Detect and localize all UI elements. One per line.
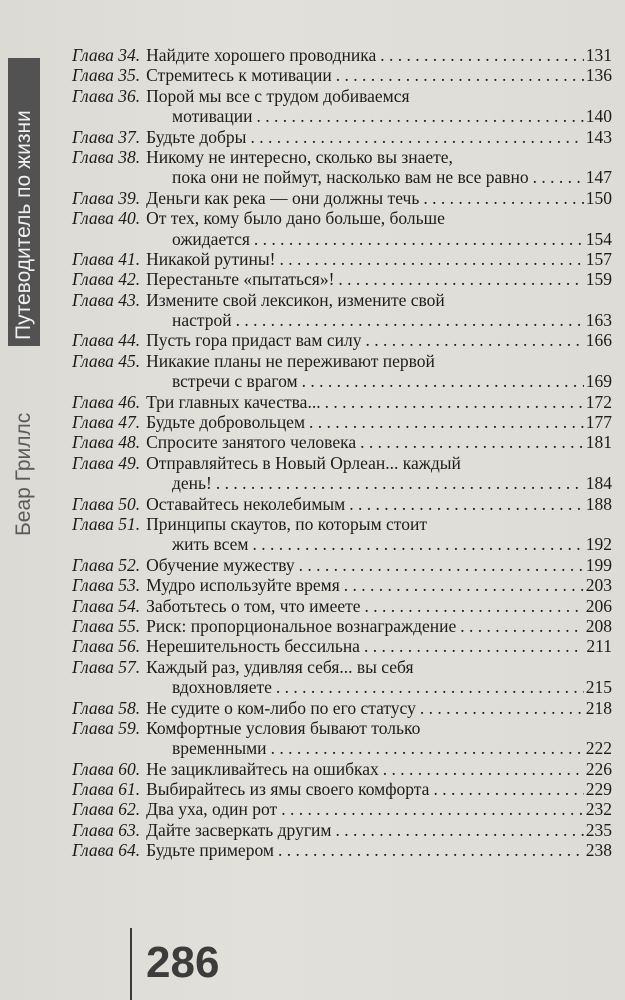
chapter-title: Риск: пропорциональное вознаграждение xyxy=(146,615,457,636)
toc-line xyxy=(72,147,612,167)
chapter-page-number: 131 xyxy=(585,45,612,65)
chapter-label: Глава 52. xyxy=(72,554,141,575)
chapter-label: Глава 61. xyxy=(72,779,141,800)
toc-line xyxy=(72,840,612,860)
toc-entry xyxy=(72,392,612,412)
chapter-label: Глава 49. xyxy=(72,452,141,473)
chapter-title: мотивации xyxy=(172,106,253,127)
author-name: Беар Гриллс xyxy=(12,412,35,536)
chapter-page-number: 157 xyxy=(585,248,612,269)
dot-leader xyxy=(216,473,584,493)
toc-line xyxy=(72,106,612,126)
chapter-page-number: 215 xyxy=(585,677,612,698)
series-title: Путеводитель по жизни xyxy=(12,110,35,340)
chapter-label: Глава 62. xyxy=(72,799,141,820)
toc-line xyxy=(72,718,612,738)
toc-line xyxy=(72,636,612,656)
chapter-label: Глава 59. xyxy=(72,717,141,738)
chapter-page-number: 203 xyxy=(585,575,612,596)
chapter-label: Глава 42. xyxy=(72,269,141,290)
chapter-page-number: 159 xyxy=(585,269,612,290)
chapter-title: Нерешительность бессильна xyxy=(146,636,360,657)
dot-leader xyxy=(335,820,583,840)
toc-entry xyxy=(72,657,612,698)
toc-line xyxy=(72,65,612,85)
chapter-title: ожидается xyxy=(172,228,250,249)
toc-line xyxy=(72,616,612,636)
toc-line xyxy=(72,555,612,575)
toc-line xyxy=(72,698,612,718)
chapter-title: Обучение мужеству xyxy=(146,554,295,575)
toc-line xyxy=(72,330,612,350)
toc-entry xyxy=(72,269,612,289)
dot-leader xyxy=(250,127,583,147)
toc-entry xyxy=(72,799,612,819)
toc-line xyxy=(72,494,612,514)
toc-entry xyxy=(72,820,612,840)
toc-entry xyxy=(72,616,612,636)
chapter-label: Глава 64. xyxy=(72,840,141,861)
chapter-page-number: 238 xyxy=(585,840,612,861)
dot-leader xyxy=(271,738,584,758)
chapter-title: Мудро используйте время xyxy=(146,575,340,596)
toc-entry xyxy=(72,208,612,249)
chapter-title: Никакие планы не переживают первой xyxy=(146,350,435,371)
dot-leader xyxy=(433,779,583,799)
toc-line xyxy=(72,127,612,147)
chapter-label: Глава 39. xyxy=(72,187,141,208)
chapter-title: Будьте добровольцем xyxy=(146,412,306,433)
toc-line xyxy=(72,290,612,310)
chapter-page-number: 232 xyxy=(585,799,612,820)
toc-line xyxy=(72,86,612,106)
dot-leader xyxy=(460,616,583,636)
chapter-title: Три главных качества... xyxy=(146,391,321,412)
chapter-title: Дайте засверкать другим xyxy=(146,819,332,840)
toc-entry xyxy=(72,351,612,392)
toc-entry xyxy=(72,840,612,860)
chapter-label: Глава 63. xyxy=(72,819,141,840)
dot-leader xyxy=(360,432,584,452)
chapter-page-number: 143 xyxy=(585,126,612,147)
toc-line xyxy=(72,45,612,65)
chapter-title: Не судите о ком-либо по его статусу xyxy=(146,697,416,718)
toc-line xyxy=(72,351,612,371)
page-number: 286 xyxy=(146,938,220,987)
dot-leader xyxy=(309,412,584,432)
chapter-label: Глава 46. xyxy=(72,391,141,412)
chapter-label: Глава 36. xyxy=(72,85,141,106)
chapter-label: Глава 34. xyxy=(72,45,141,65)
dot-leader xyxy=(302,371,584,391)
toc-entry xyxy=(72,494,612,514)
chapter-title: Будьте примером xyxy=(146,840,274,861)
dot-leader xyxy=(365,330,583,350)
table-of-contents xyxy=(72,45,612,861)
dot-leader xyxy=(344,575,584,595)
chapter-page-number: 192 xyxy=(585,534,612,555)
chapter-title: Измените свой лексикон, измените свой xyxy=(146,289,445,310)
toc-entry xyxy=(72,453,612,494)
toc-line xyxy=(72,534,612,554)
dot-leader xyxy=(533,167,584,187)
chapter-page-number: 147 xyxy=(585,167,612,188)
chapter-label: Глава 45. xyxy=(72,350,141,371)
chapter-label: Глава 56. xyxy=(72,636,141,657)
chapter-page-number: 229 xyxy=(585,779,612,800)
chapter-page-number: 136 xyxy=(585,65,612,86)
toc-line xyxy=(72,514,612,534)
chapter-label: Глава 41. xyxy=(72,248,141,269)
dot-leader xyxy=(254,229,584,249)
dot-leader xyxy=(257,106,584,126)
chapter-page-number: 169 xyxy=(585,371,612,392)
toc-entry xyxy=(72,575,612,595)
toc-line xyxy=(72,596,612,616)
chapter-page-number: 172 xyxy=(585,391,612,412)
chapter-label: Глава 60. xyxy=(72,758,141,779)
toc-entry xyxy=(72,759,612,779)
toc-entry xyxy=(72,779,612,799)
dot-leader xyxy=(380,45,583,65)
dot-leader xyxy=(236,310,584,330)
dot-leader xyxy=(364,636,584,656)
chapter-title: день! xyxy=(172,473,212,494)
dot-leader xyxy=(252,534,583,554)
chapter-title: Оставайтесь неколебимым xyxy=(146,493,346,514)
toc-entry xyxy=(72,514,612,555)
chapter-title: Каждый раз, удивляя себя... вы себя xyxy=(146,656,414,677)
chapter-title: Не зацикливайтесь на ошибках xyxy=(146,758,379,779)
toc-line xyxy=(72,392,612,412)
chapter-label: Глава 50. xyxy=(72,493,141,514)
chapter-page-number: 181 xyxy=(585,432,612,453)
toc-line xyxy=(72,229,612,249)
chapter-page-number: 150 xyxy=(585,187,612,208)
toc-entry xyxy=(72,290,612,331)
dot-leader xyxy=(281,799,584,819)
chapter-title: Пусть гора придаст вам силу xyxy=(146,330,362,351)
chapter-title: От тех, кому было дано больше, больше xyxy=(146,208,445,229)
toc-entry xyxy=(72,147,612,188)
toc-entry xyxy=(72,555,612,575)
toc-entry xyxy=(72,86,612,127)
chapter-page-number: 218 xyxy=(585,697,612,718)
chapter-page-number: 222 xyxy=(585,738,612,759)
chapter-label: Глава 44. xyxy=(72,330,141,351)
chapter-title: Порой мы все с трудом добиваемся xyxy=(146,85,410,106)
chapter-label: Глава 57. xyxy=(72,656,141,677)
chapter-page-number: 184 xyxy=(585,473,612,494)
toc-entry xyxy=(72,188,612,208)
dot-leader xyxy=(338,269,583,289)
chapter-title: Никакой рутины! xyxy=(146,248,276,269)
chapter-title: Никому не интересно, сколько вы знаете, xyxy=(146,146,453,167)
toc-line xyxy=(72,269,612,289)
toc-line xyxy=(72,432,612,452)
chapter-title: Будьте добры xyxy=(146,126,247,147)
dot-leader xyxy=(423,188,583,208)
running-sidebar xyxy=(0,40,50,1000)
chapter-label: Глава 48. xyxy=(72,432,141,453)
chapter-label: Глава 40. xyxy=(72,208,141,229)
toc-entry xyxy=(72,432,612,452)
chapter-title: Найдите хорошего проводника xyxy=(146,45,377,65)
toc-line xyxy=(72,167,612,187)
dot-leader xyxy=(420,698,584,718)
chapter-page-number: 226 xyxy=(585,758,612,779)
toc-line xyxy=(72,575,612,595)
dot-leader xyxy=(383,759,584,779)
chapter-title: Деньги как река — они должны течь xyxy=(146,187,420,208)
chapter-page-number: 206 xyxy=(585,595,612,616)
toc-line xyxy=(72,249,612,269)
footer-rule xyxy=(130,928,132,1000)
toc-entry xyxy=(72,698,612,718)
chapter-label: Глава 55. xyxy=(72,615,141,636)
chapter-title: Комфортные условия бывают только xyxy=(146,717,421,738)
toc-line xyxy=(72,208,612,228)
toc-entry xyxy=(72,249,612,269)
toc-entry xyxy=(72,45,612,65)
chapter-page-number: 140 xyxy=(585,106,612,127)
toc-entry xyxy=(72,65,612,85)
dot-leader xyxy=(325,392,584,412)
toc-line xyxy=(72,412,612,432)
toc-line xyxy=(72,657,612,677)
chapter-title: Выбирайтесь из ямы своего комфорта xyxy=(146,779,430,800)
dot-leader xyxy=(336,65,584,85)
chapter-title: пока они не поймут, насколько вам не все равно xyxy=(172,167,529,188)
toc-line xyxy=(72,759,612,779)
chapter-page-number: 199 xyxy=(585,554,612,575)
toc-line xyxy=(72,473,612,493)
chapter-label: Глава 54. xyxy=(72,595,141,616)
chapter-title: встречи с врагом xyxy=(172,371,298,392)
chapter-label: Глава 43. xyxy=(72,289,141,310)
toc-line xyxy=(72,453,612,473)
chapter-title: Стремитесь к мотивации xyxy=(146,65,332,86)
chapter-page-number: 211 xyxy=(586,636,612,657)
chapter-title: Два уха, один рот xyxy=(146,799,278,820)
chapter-label: Глава 37. xyxy=(72,126,141,147)
chapter-page-number: 208 xyxy=(585,615,612,636)
chapter-label: Глава 51. xyxy=(72,513,141,534)
toc-entry xyxy=(72,412,612,432)
toc-line xyxy=(72,779,612,799)
toc-line xyxy=(72,310,612,330)
toc-line xyxy=(72,188,612,208)
toc-line xyxy=(72,371,612,391)
toc-entry xyxy=(72,127,612,147)
toc-entry xyxy=(72,596,612,616)
chapter-title: временными xyxy=(172,738,267,759)
dot-leader xyxy=(349,494,584,514)
dot-leader xyxy=(279,249,583,269)
chapter-page-number: 177 xyxy=(585,412,612,433)
chapter-label: Глава 53. xyxy=(72,575,141,596)
chapter-title: Спросите занятого человека xyxy=(146,432,357,453)
chapter-title: Отправляйтесь в Новый Орлеан... каждый xyxy=(146,452,461,473)
chapter-page-number: 163 xyxy=(585,310,612,331)
toc-line xyxy=(72,738,612,758)
dot-leader xyxy=(365,596,584,616)
chapter-title: вдохновляете xyxy=(172,677,272,698)
chapter-title: Перестаньте «пытаться»! xyxy=(146,269,335,290)
chapter-label: Глава 38. xyxy=(72,146,141,167)
chapter-page-number: 235 xyxy=(585,819,612,840)
chapter-title: Принципы скаутов, по которым стоит xyxy=(146,513,427,534)
toc-entry xyxy=(72,636,612,656)
toc-entry xyxy=(72,718,612,759)
chapter-page-number: 188 xyxy=(585,493,612,514)
chapter-title: настрой xyxy=(172,310,232,331)
toc-entry xyxy=(72,330,612,350)
chapter-title: жить всем xyxy=(172,534,249,555)
dot-leader xyxy=(276,677,584,697)
chapter-title: Заботьтесь о том, что имеете xyxy=(146,595,361,616)
dot-leader xyxy=(299,555,584,575)
chapter-page-number: 166 xyxy=(585,330,612,351)
chapter-label: Глава 35. xyxy=(72,65,141,86)
dot-leader xyxy=(278,840,584,860)
chapter-page-number: 154 xyxy=(585,228,612,249)
toc-line xyxy=(72,799,612,819)
chapter-label: Глава 47. xyxy=(72,412,141,433)
toc-line xyxy=(72,677,612,697)
toc-line xyxy=(72,820,612,840)
chapter-label: Глава 58. xyxy=(72,697,141,718)
